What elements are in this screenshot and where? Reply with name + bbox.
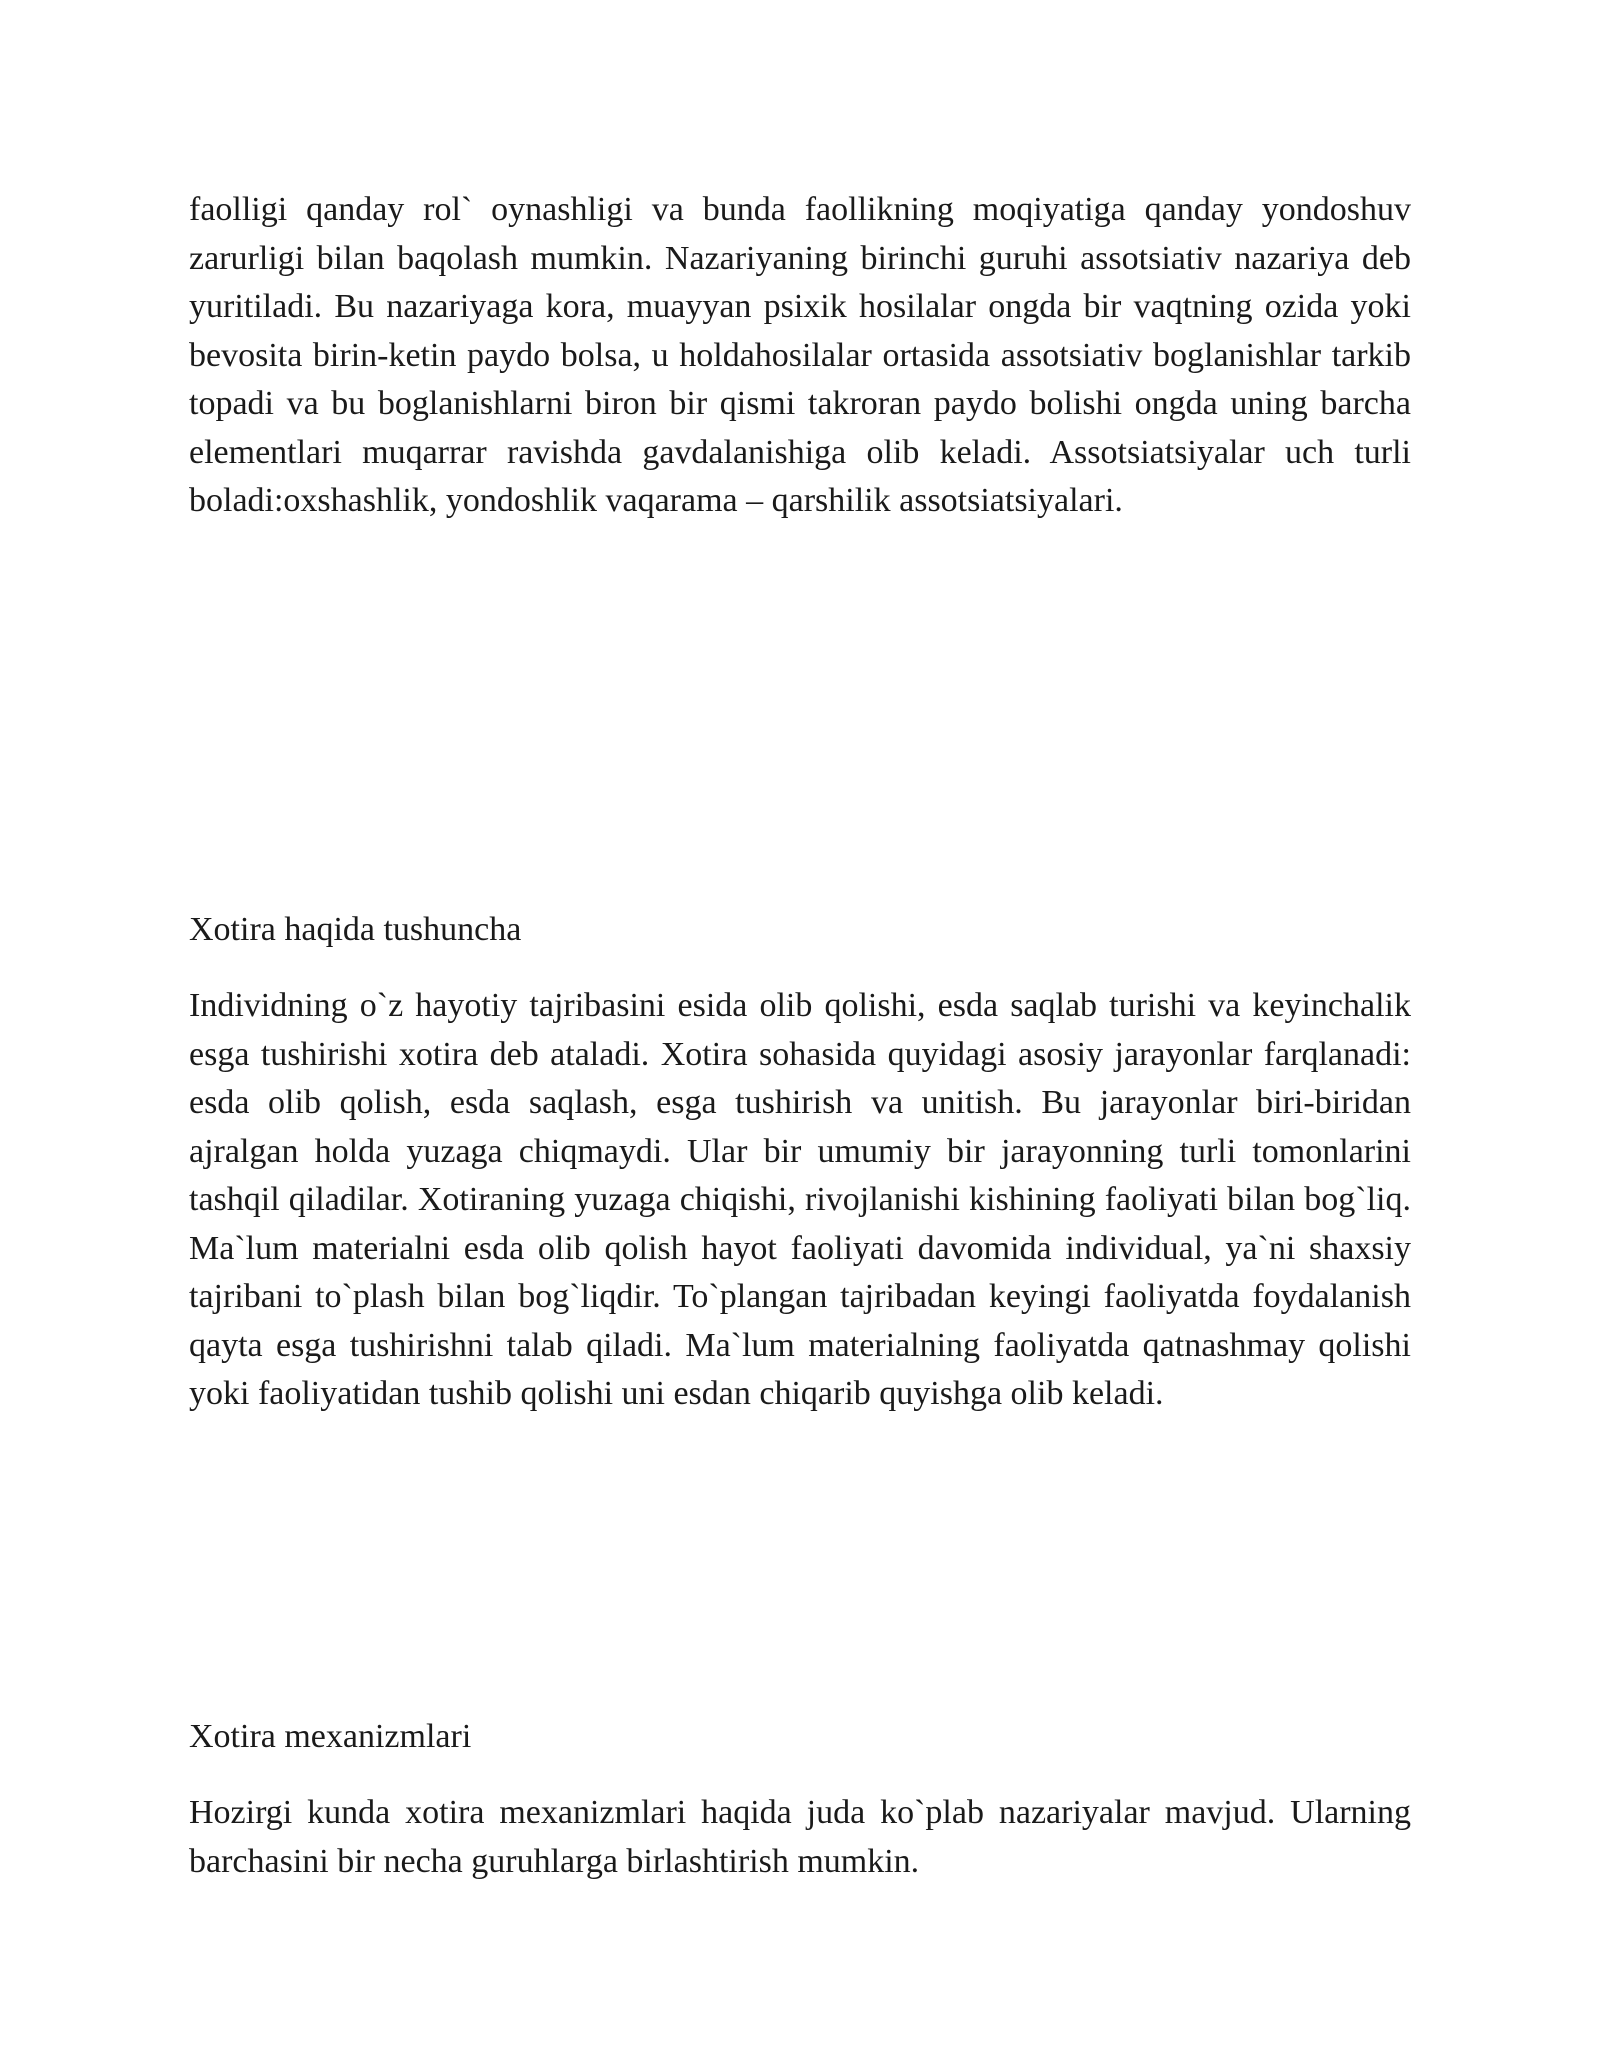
section-heading: Xotira haqida tushuncha <box>189 911 522 948</box>
section-heading: Xotira mexanizmlari <box>189 1718 472 1755</box>
body-paragraph: Individning o`z hayotiy tajribasini esida olib qolishi, esda saqlab turishi va keyinchalik esga tushirishi xotira deb ataladi. Xotira sohasida quyidagi asosiy jarayonlar farqlanadi: esda olib qolish, esda saqlash, esga tushirish va unitish. Bu jarayonlar biri-biridan ajralgan holda yuzaga chiqmaydi. Ular bir umumiy bir jarayonning turli tomonlarini tashqil qiladilar. Xotiraning yuzaga chiqishi, rivojlanishi kishining faoliyati bilan bog`liq. Ma`lum materialni esda olib qolish hayot faoliyati davomida individual, ya`ni shaxsiy tajribani to`plash bilan bog`liqdir. To`plangan tajribadan keyingi faoliyatda foydalanish qayta esga tushirishni talab qiladi. Ma`lum materialning faoliyatda qatnashmay qolishi yoki faoliyatidan tushib qolishi uni esdan chiqarib quyishga olib keladi. <box>189 987 1411 1412</box>
body-paragraph: Hozirgi kunda xotira mexanizmlari haqida juda ko`plab nazariyalar mavjud. Ularning barchasini bir necha guruhlarga birlashtirish mumkin. <box>189 1794 1411 1880</box>
body-paragraph: faolligi qanday rol` oynashligi va bunda faollikning moqiyatiga qanday yondoshuv zarurligi bilan baqolash mumkin. Nazariyaning birinchi guruhi assotsiativ nazariya deb yuritiladi. Bu nazariyaga kora, muayyan psixik hosilalar ongda bir vaqtning ozida yoki bevosita birin-ketin paydo bolsa, u holdahosilalar ortasida assotsiativ boglanishlar tarkib topadi va bu boglanishlarni biron bir qismi takroran paydo bolishi ongda uning barcha elementlari muqarrar ravishda gavdalanishiga olib keladi. Assotsiatsiyalar uch turli boladi:oxshashlik, yondoshlik vaqarama – qarshilik assotsiatsiyalari. <box>189 191 1411 519</box>
